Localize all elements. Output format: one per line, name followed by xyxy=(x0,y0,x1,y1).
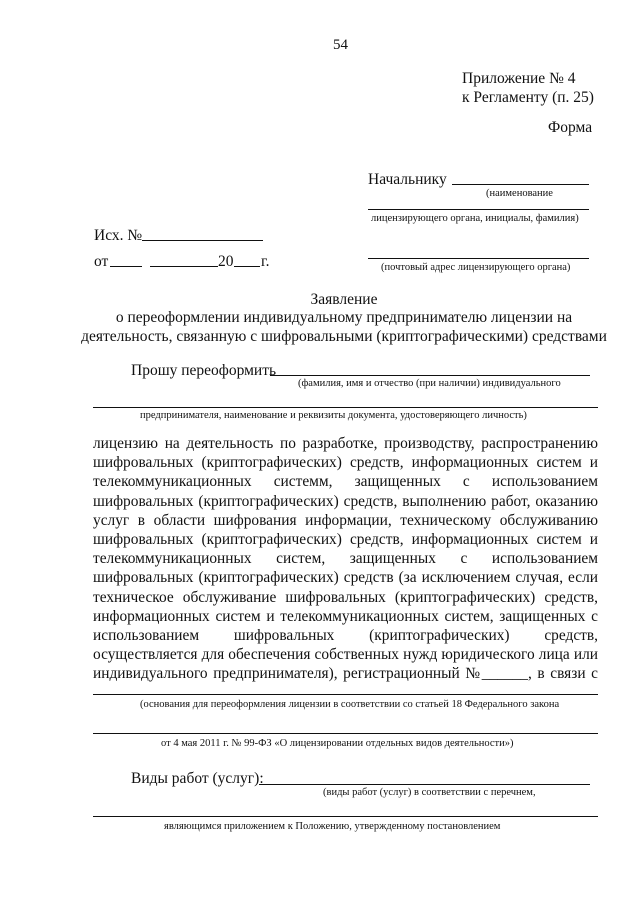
page-number: 54 xyxy=(333,37,348,53)
request-label: Прошу переоформить xyxy=(131,362,277,379)
works-caption-2: являющимся приложением к Положению, утвержденному постановлением xyxy=(164,821,501,832)
body-line: шифровальных (криптографических) средств, информационных систем и xyxy=(93,530,598,548)
body-line: телекоммуникационных системм, защищенных с использованием xyxy=(93,473,598,491)
statement-subject-line-1: о переоформлении индивидуальному предпринимателю лицензии на xyxy=(115,309,573,326)
works-caption-1: (виды работ (услуг) в соответствии с перечнем, xyxy=(323,787,536,798)
works-line-1[interactable] xyxy=(259,784,590,785)
body-line: услуг в области шифрования информации, техническому обслуживанию xyxy=(93,511,598,529)
addressee-caption-name: (наименование xyxy=(486,188,553,199)
body-line: информационных систем и телекоммуникационных систем, защищенных с xyxy=(93,607,598,625)
basis-line-1[interactable] xyxy=(93,694,598,695)
date-month-line[interactable] xyxy=(150,266,218,267)
applicant-caption-2: предпринимателя, наименование и реквизиты документа, удостоверяющего личность) xyxy=(140,410,527,421)
applicant-caption-1: (фамилия, имя и отчество (при наличии) индивидуального xyxy=(298,378,561,389)
date-day-line[interactable] xyxy=(110,266,142,267)
postal-address-line[interactable] xyxy=(368,258,589,259)
appendix-reference: к Регламенту (п. 25) xyxy=(462,89,594,106)
basis-line-2[interactable] xyxy=(93,733,598,734)
body-line: шифровальных (криптографических) средств, информационных систем и xyxy=(93,454,598,472)
date-year-suffix: г. xyxy=(261,253,270,270)
addressee-organ-line[interactable] xyxy=(368,209,589,210)
body-line: шифровальных (криптографических) средств (за исключением случая, если xyxy=(93,569,598,587)
body-line: индивидуального предпринимателя), регистрационный №______, в связи с xyxy=(93,665,598,683)
outgoing-number-line[interactable] xyxy=(142,240,263,241)
addressee-caption-organ: лицензирующего органа, инициалы, фамилия) xyxy=(371,213,579,224)
date-year-line[interactable] xyxy=(234,266,260,267)
applicant-line[interactable] xyxy=(270,375,590,376)
statement-subject-line-2: деятельность, связанную с шифровальными (криптографическими) средствами xyxy=(81,328,607,345)
works-line-2[interactable] xyxy=(93,816,598,817)
basis-caption-2: от 4 мая 2011 г. № 99-ФЗ «О лицензировании отдельных видов деятельности») xyxy=(161,738,514,749)
body-line: лицензию на деятельность по разработке, производству, распространению xyxy=(93,435,598,452)
applicant-line-2[interactable] xyxy=(93,407,598,408)
body-line: шифровальных (криптографических) средств, выполнению работ, оказанию xyxy=(93,492,598,510)
works-label: Виды работ (услуг): xyxy=(131,770,264,787)
addressee-label: Начальнику xyxy=(368,171,447,188)
body-line: осуществляется для обеспечения собственных нужд юридического лица или xyxy=(93,646,598,664)
appendix-title: Приложение № 4 xyxy=(462,70,576,87)
date-prefix: от xyxy=(94,253,109,270)
statement-heading: Заявление xyxy=(310,291,378,308)
date-year-prefix: 20 xyxy=(218,253,234,270)
postal-address-caption: (почтовый адрес лицензирующего органа) xyxy=(381,262,571,273)
basis-caption-1: (основания для переоформления лицензии в соответствии со статьей 18 Федерального закона xyxy=(140,699,560,710)
outgoing-number-label: Исх. № xyxy=(94,227,143,244)
body-paragraph xyxy=(93,434,598,683)
body-line: телекоммуникационных систем, защищенных с использованием xyxy=(93,550,598,568)
body-line: использованием шифровальных (криптографических) средств, xyxy=(93,626,598,644)
form-label: Форма xyxy=(548,119,593,136)
body-line: техническое обслуживание шифровальных (криптографических) средств, xyxy=(93,588,598,606)
addressee-name-line[interactable] xyxy=(452,184,589,185)
